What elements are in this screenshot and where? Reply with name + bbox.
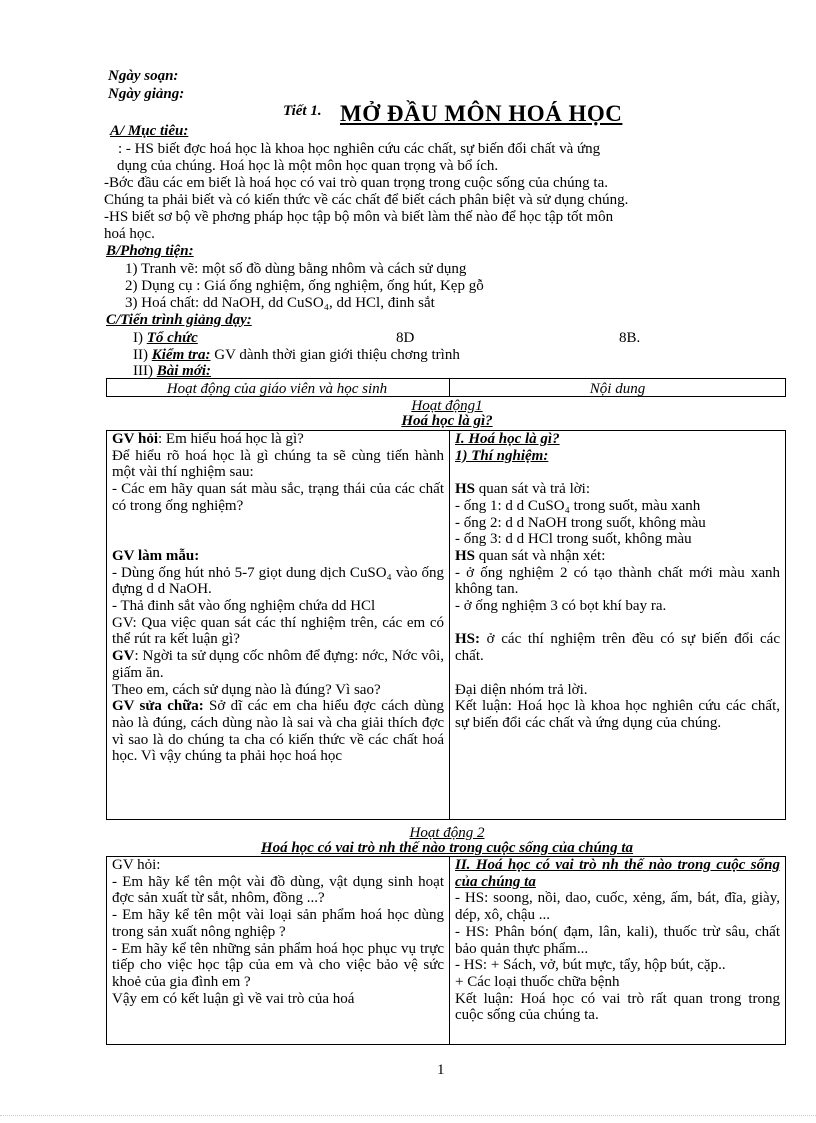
cell-text: GV: Qua việc quan sát các thí nghiệm trên, các em có thể rút ra kết luận gì? [112,614,444,648]
cell-text: - Dùng ống hút nhỏ 5-7 giọt dung dịch CuSO₄ vào ống đựng d d NaOH. [112,564,444,598]
cell-text: - ống 1: d d CuSO₄ trong suốt, màu xanh [455,497,701,514]
cell-text: Đại diện nhóm trả lời. [455,681,588,698]
to-chuc-row [133,330,198,347]
bold-label: HS [455,547,476,564]
section-heading: II. Hoá học có vai trò nh thế nào trong cuộc sống của chúng ta [455,857,780,890]
cell-text: Kết luận: Hoá học có vai trò rất quan trong trong cuộc sống của chúng ta. [455,990,780,1024]
kiem-tra-row [133,347,460,364]
muc-tieu-line: hoá học. [104,226,155,242]
table-cell-line [455,498,780,515]
table-cell-line [112,907,444,940]
table-cell-line [455,598,780,615]
cell-text: Vậy em có kết luận gì về vai trò của hoá [112,990,355,1007]
bold-label: GV sửa chữa: [112,698,204,715]
cell-text: Sở dĩ các em cha hiểu đợc cách dùng nào là đúng, cách dùng nào là sai và cha giải thích đợc vì sao là do chúng ta cha có kiến thức về các chất hoá học. Vì vậy chúng ta phải học hoá học [112,698,444,765]
table-cell-line [112,682,444,699]
tien-trinh-heading: C/Tiến trình giảng dạy: [106,312,252,328]
table-header-right: Nội dung [589,381,646,397]
hoat-dong-1-teacher-column [107,431,449,819]
hoat-dong-2-teacher-column [107,857,449,1044]
cell-text: : Em hiểu hoá học là gì? [158,431,304,447]
table-cell-line [112,615,444,648]
table-cell-line [112,698,444,765]
cell-text: Để hiểu rõ hoá học là gì chúng ta sẽ cùng tiến hành một vài thí nghiệm sau: [112,447,444,481]
hoat-dong-2-content-column [450,857,785,1044]
cell-text: + Các loại thuốc chữa bệnh [455,973,620,990]
bai-moi-prefix: III) [133,363,157,379]
table-cell-line [112,598,444,615]
bold-label: HS [455,481,476,498]
table-cell-line [455,682,780,699]
muc-tieu-line: -HS biết sơ bộ về phơng pháp học tập bộ môn và biết làm thế nào để học tập tốt môn [104,209,614,225]
table-cell-line [112,941,444,991]
phuong-tien-item: 2) Dụng cụ : Giá ống nghiệm, ống nghiệm, ống hút, Kẹp gỗ [125,278,484,294]
section-heading: 1) Thí nghiệm: [455,447,549,464]
cell-text: - ống 2: d d NaOH trong suốt, không màu [455,514,706,531]
bold-label: GV [112,648,135,665]
table-hoat-dong-1 [106,430,786,820]
table-cell-line [455,464,780,481]
phuong-tien-item: 3) Hoá chất: dd NaOH, dd CuSO₄, dd HCl, đinh sắt [125,295,435,311]
page-number: 1 [437,1062,445,1078]
table-cell-line [455,991,780,1024]
section-heading: I. Hoá học là gì? [455,431,560,447]
muc-tieu-heading: A/ Mục tiêu: [110,123,189,139]
table-cell-line [112,565,444,598]
table-cell-line [112,431,444,448]
kiem-tra-prefix: II) [133,347,152,363]
tiet-label: Tiết 1. [283,103,322,119]
table-cell-line [455,857,780,890]
cell-text: - ống 3: d d HCl trong suốt, không màu [455,531,692,548]
table-cell-line [455,957,780,974]
cell-text: - HS: soong, nồi, dao, cuốc, xẻng, ấm, bát, đĩa, giày, dép, xô, chậu ... [455,890,780,924]
cell-text: - Thả đinh sắt vào ống nghiệm chứa dd HCl [112,598,376,614]
muc-tieu-line: Chúng ta phải biết và có kiến thức về các chất để biết cách phân biệt và sử dụng chúng. [104,192,629,208]
table-cell-line [455,515,780,532]
cell-text: - Em hãy kể tên những sản phẩm hoá học phục vụ trực tiếp cho việc học tập của em và cho việc bảo vệ sức khoẻ của gia đình em ? [112,940,444,990]
muc-tieu-line: : - HS biết đợc hoá học là khoa học nghiên cứu các chất, sự biến đổi chất và ứng [118,141,601,157]
hoat-dong-2-label: Hoạt động 2 [409,825,485,841]
bai-moi-label: Bài mới: [156,363,212,379]
hoat-dong-1-title: Hoá học là gì? [401,413,493,429]
bold-label: GV làm mẫu: [112,547,200,564]
table-cell-line [112,448,444,481]
table-header-left: Hoạt động của giáo viên và học sinh [166,381,388,397]
cell-text: - ở ống nghiệm 2 có tạo thành chất mới màu xanh không tan. [455,564,780,598]
cell-text: - Em hãy kể tên một vài đồ dùng, vật dụng sinh hoạt đợc sản xuất từ sắt, nhôm, đồng ...? [112,873,444,907]
table-cell-line [455,890,780,923]
table-header [106,378,786,397]
table-cell-line [455,481,780,498]
cell-text: Kết luận: Hoá học là khoa học nghiên cứu các chất, sự biến đổi các chất và ứng dụng của chúng. [455,698,780,731]
cell-text: - HS: + Sách, vở, bút mực, tẩy, hộp bút, cặp.. [455,957,726,974]
muc-tieu-line: dụng của chúng. Hoá học là một môn học quan trọng và bổ ích. [117,158,499,174]
hoat-dong-1-label: Hoạt động1 [411,398,483,414]
table-cell-line [112,548,444,565]
table-cell-line [455,531,780,548]
table-cell-line [455,448,780,465]
table-cell-line [455,565,780,598]
table-cell-line [112,857,444,874]
table-cell-line [112,648,444,681]
table-cell-line [455,974,780,991]
bold-label: HS: [455,631,481,648]
cell-text: - Em hãy kể tên một vài loại sản phẩm hoá học dùng trong sản xuất nông nghiệp ? [112,907,444,940]
kiem-tra-text: GV dành thời gian giới thiệu chơng trình [210,347,460,363]
table-cell-line [455,631,780,664]
table-cell-line [455,665,780,682]
table-cell-line [455,615,780,632]
hoat-dong-1-content-column [450,431,785,819]
class-8d: 8D [396,330,415,346]
class-8b: 8B. [619,330,641,346]
ngay-giang: Ngày giảng: [108,86,185,102]
cell-text: - ở ống nghiệm 3 có bọt khí bay ra. [455,598,667,615]
to-chuc-label: Tổ chức [146,330,198,346]
table-cell-line [112,481,444,514]
cell-text: quan sát và nhận xét: [475,547,606,564]
cell-text: - HS: Phân bón( đạm, lân, kali), thuốc trừ sâu, chất bảo quản thực phẩm... [455,923,780,957]
phuong-tien-heading: B/Phơng tiện: [106,243,194,259]
table-cell-line [455,924,780,957]
cell-text: ở các thí nghiệm trên đều có sự biến đổi các chất. [455,631,780,665]
cell-text: quan sát và trả lời: [475,481,590,498]
table-cell-line [112,874,444,907]
table-cell-line [455,431,780,448]
to-chuc-prefix: I) [133,330,147,346]
hoat-dong-2-title: Hoá học có vai trò nh thế nào trong cuộc sống của chúng ta [260,840,634,856]
table-cell-line [112,991,444,1008]
table-cell-line [455,698,780,731]
ngay-soan: Ngày soạn: [108,68,179,84]
table-cell-line [455,548,780,565]
muc-tieu-line: -Bớc đầu các em biết là hoá học có vai trò quan trọng trong cuộc sống của chúng ta. [104,175,609,191]
page-title: MỞ ĐẦU MÔN HOÁ HỌC [340,101,623,126]
phuong-tien-item: 1) Tranh vẽ: một số đồ dùng bằng nhôm và cách sử dụng [125,261,467,277]
kiem-tra-label: Kiểm tra: [151,347,211,363]
cell-text: Theo em, cách sử dụng nào là đúng? Vì sao? [112,681,381,698]
table-hoat-dong-2 [106,856,786,1045]
cell-text: - Các em hãy quan sát màu sắc, trạng thái của các chất có trong ống nghiệm? [112,481,444,514]
cell-text: : Ngời ta sử dụng cốc nhôm để đựng: nớc, Nớc vôi, giấm ăn. [112,648,444,681]
table-cell-line [112,515,444,532]
bold-label: GV hỏi [112,431,158,447]
cell-text: GV hỏi: [112,857,161,873]
table-cell-line [112,531,444,548]
